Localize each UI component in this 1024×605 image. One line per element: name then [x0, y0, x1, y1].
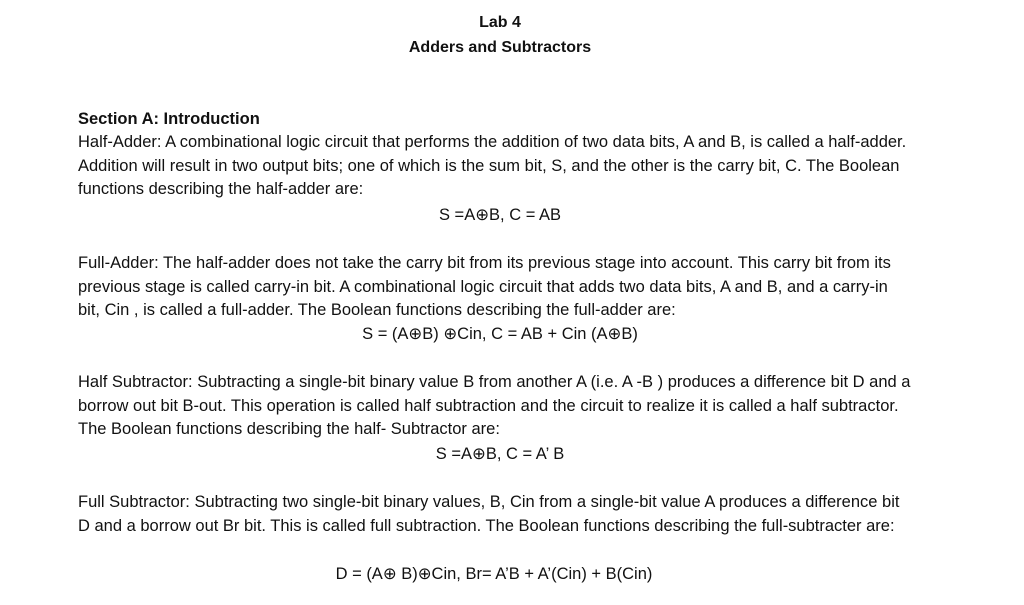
full-adder-paragraph: Full-Adder: The half-adder does not take the carry bit from its previous stage into account. This carry bit from its previous stage is called carry-in bit. A combinational logic circuit that adds two data bits, A and B, and a carry-in bit, Cin , is called a full-adder. The Boolean functions describing the full-adder are:: [78, 254, 891, 320]
half-subtractor-equation: S =A⊕B, C = A’ B: [435, 445, 565, 463]
half-subtractor-paragraph: Half Subtractor: Subtracting a single-bit binary value B from another A (i.e. A -B ) produces a difference bit D and a borrow out bit B-out. This operation is called half subtraction and the circuit to realize it is called a half subtractor. The Boolean functions describing the half- Subtractor are:: [78, 373, 911, 439]
section-heading: Section A: Introduction: [78, 110, 260, 128]
full-adder-equation: S = (A⊕B) ⊕Cin, C = AB + Cin (A⊕B): [362, 325, 638, 343]
full-subtractor-paragraph: Full Subtractor: Subtracting two single-bit binary values, B, Cin from a single-bit value A produces a difference bit D and a borrow out Br bit. This is called full subtraction. The Boolean functions describing the full-subtracter are:: [78, 493, 900, 535]
half-adder-equation: S =A⊕B, C = AB: [438, 206, 562, 224]
full-subtractor-equation: D = (A⊕ B)⊕Cin, Br= A’B + A’(Cin) + B(Cin): [335, 565, 653, 583]
lab-number-title: Lab 4: [479, 14, 521, 31]
half-adder-paragraph: Half-Adder: A combinational logic circuit that performs the addition of two data bits, A and B, is called a half-adder. Addition will result in two output bits; one of which is the sum bit, S, and the other is the carry bit, C. The Boolean functions describing the half-adder are:: [78, 133, 907, 199]
lab-subject-title: Adders and Subtractors: [408, 39, 592, 56]
